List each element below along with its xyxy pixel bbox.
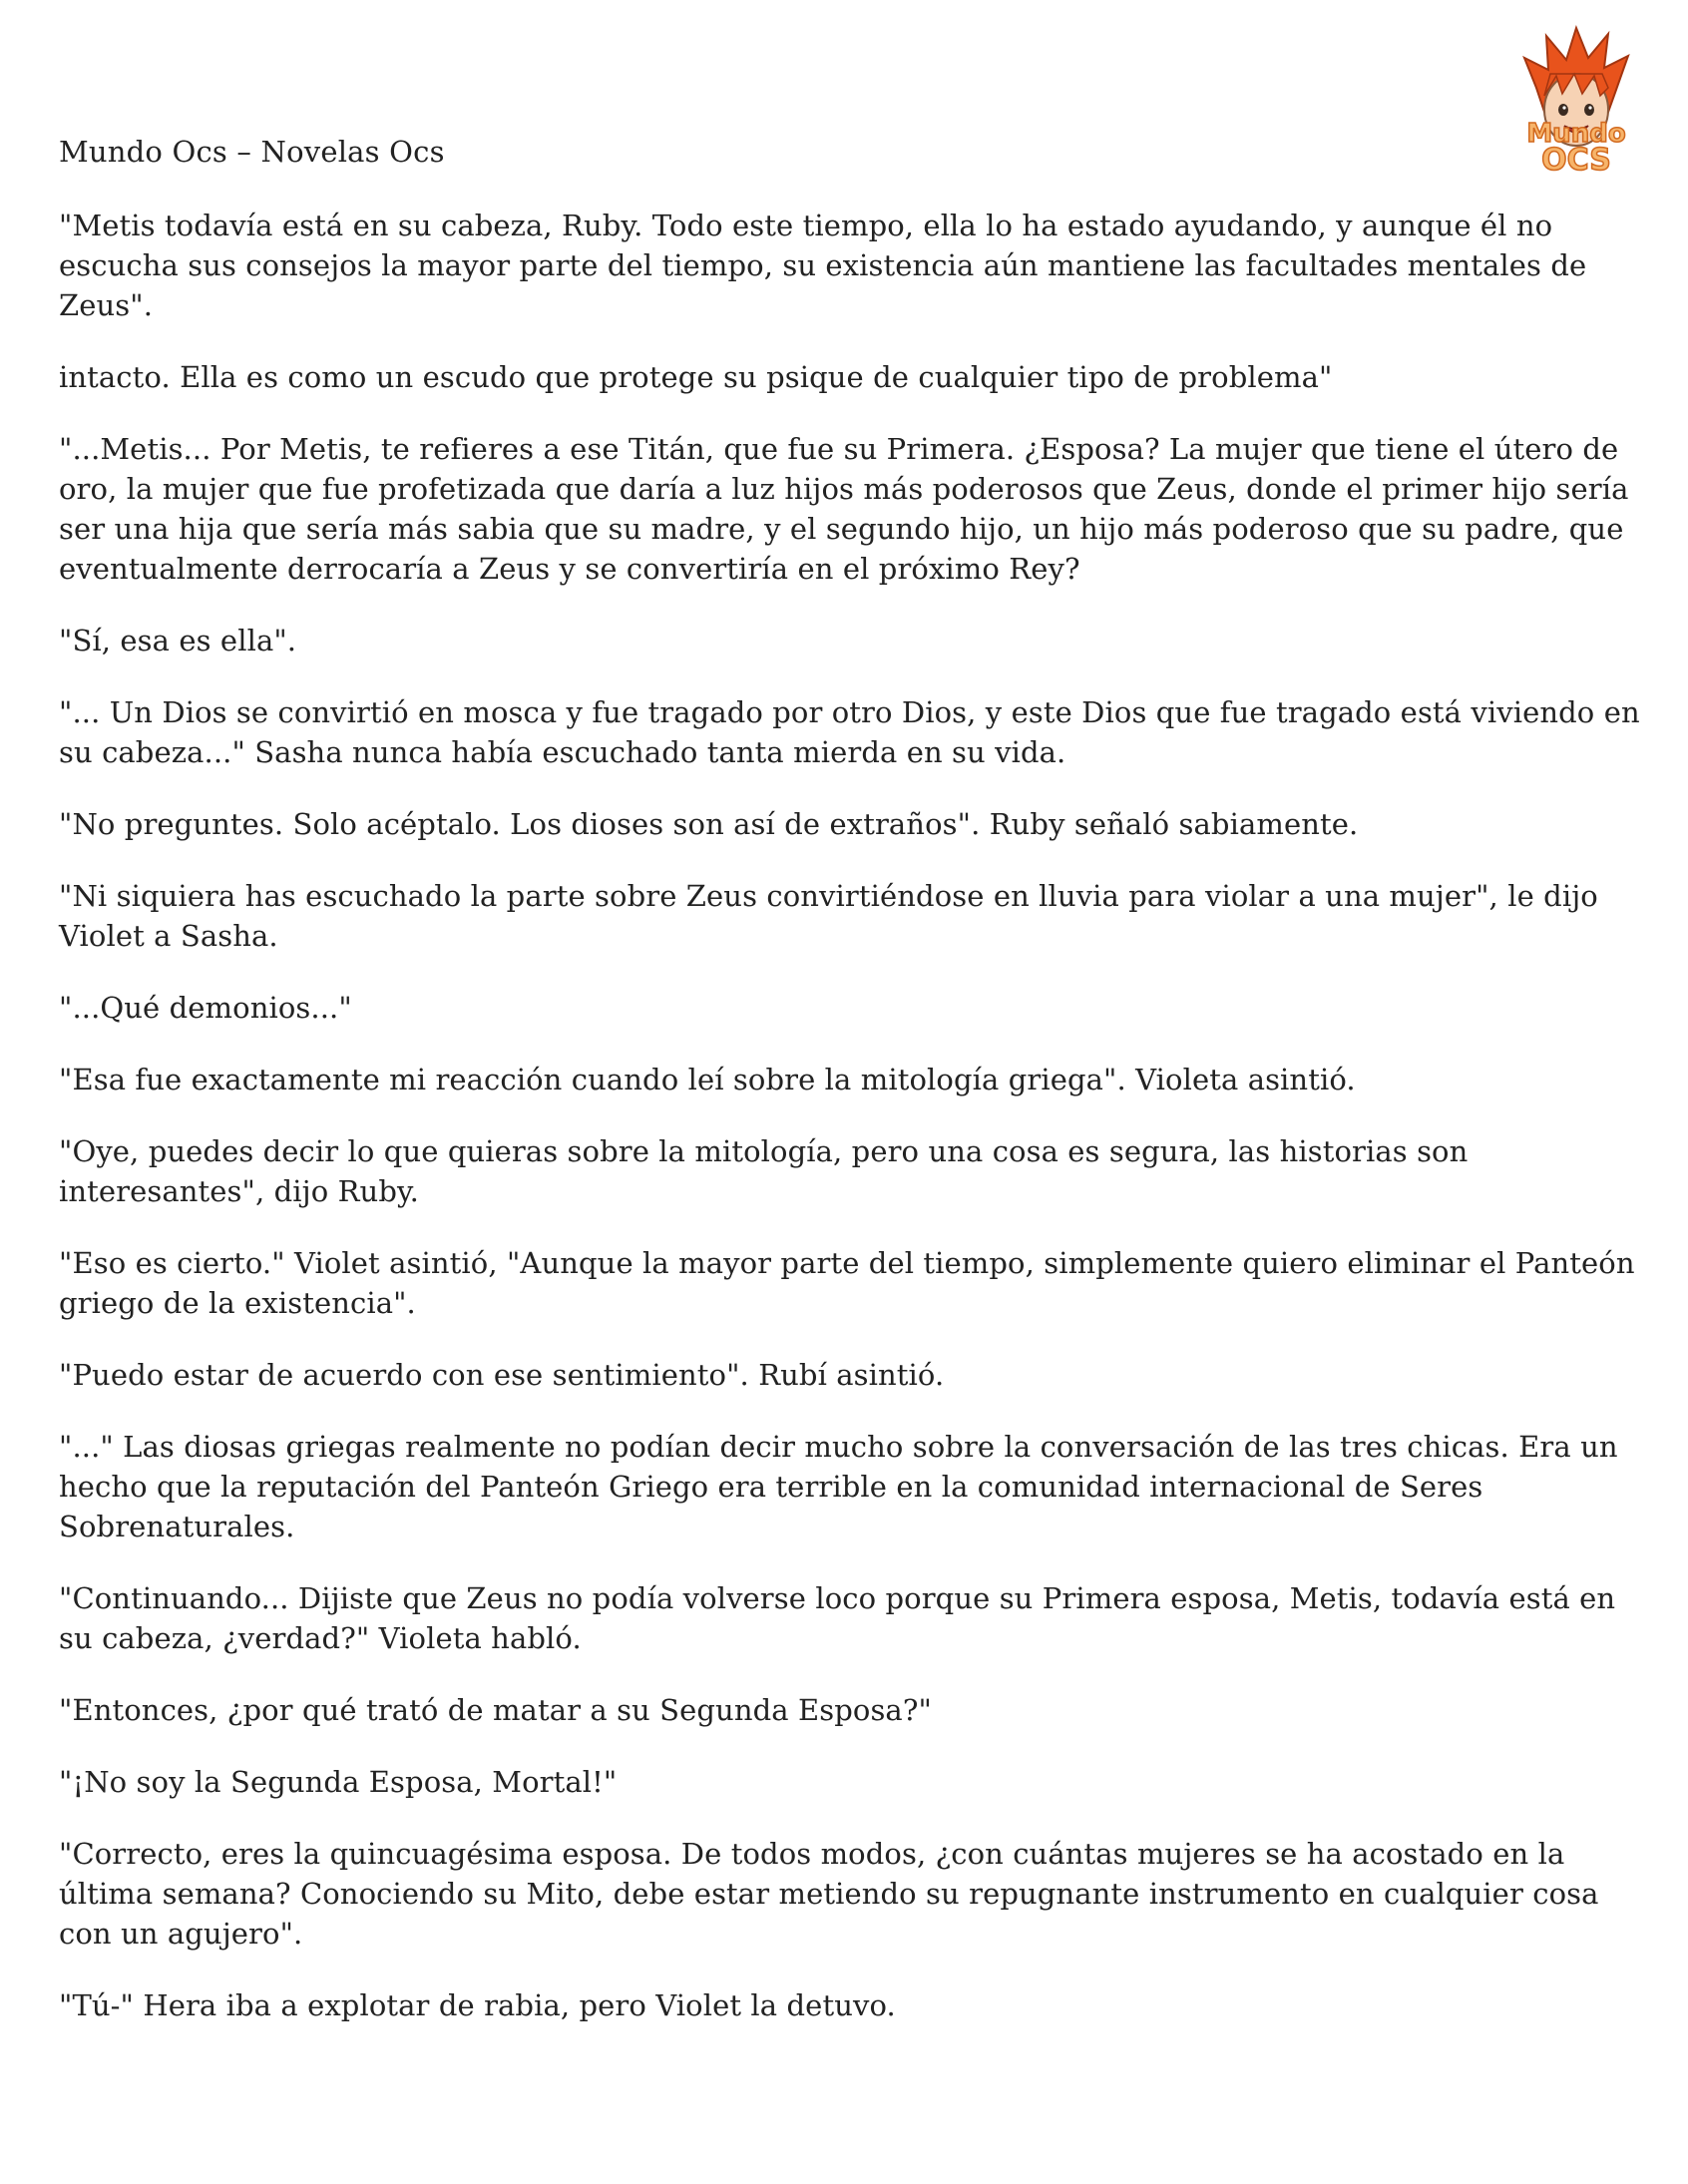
paragraph: "Oye, puedes decir lo que quieras sobre la mitología, pero una cosa es segura, las historias son interesantes", dijo Ruby.	[59, 1134, 1469, 1208]
paragraph: "Tú-" Hera iba a explotar de rabia, pero Violet la detuvo.	[59, 1988, 896, 2022]
paragraph: "Entonces, ¿por qué trató de matar a su Segunda Esposa?"	[59, 1693, 932, 1727]
paragraph: "Eso es cierto." Violet asintió, "Aunque la mayor parte del tiempo, simplemente quiero eliminar el Panteón griego de la existencia".	[59, 1246, 1635, 1320]
page-header: Mundo Ocs – Novelas Ocs	[59, 135, 445, 169]
paragraph: intacto. Ella es como un escudo que protege su psique de cualquier tipo de problema"	[59, 360, 1333, 394]
paragraph: "...Qué demonios..."	[59, 991, 352, 1025]
logo-text-line2: OCS	[1541, 143, 1611, 178]
paragraph: "Correcto, eres la quincuagésima esposa. De todos modos, ¿con cuántas mujeres se ha acostado en la última semana? Conociendo su Mito, debe estar metiendo su repugnante instrumento en cualquier cosa con un agujero".	[59, 1837, 1599, 1951]
paragraph: "...Metis... Por Metis, te refieres a ese Titán, que fue su Primera. ¿Esposa? La mujer que tiene el útero de oro, la mujer que fue profetizada que daría a luz hijos más poderosos que Zeus, donde el primer hijo sería ser una hija que sería más sabia que su madre, y el segundo hijo, un hijo más poderoso que su padre, que eventualmente derrocaría a Zeus y se convertiría en el próximo Rey?	[59, 432, 1629, 586]
paragraph: "Sí, esa es ella".	[59, 624, 297, 657]
anime-character-logo-icon	[1496, 18, 1656, 178]
mundo-ocs-logo	[1496, 18, 1656, 178]
document-body	[59, 206, 1640, 2057]
paragraph: "Puedo estar de acuerdo con ese sentimiento". Rubí asintió.	[59, 1358, 945, 1392]
paragraph: "¡No soy la Segunda Esposa, Mortal!"	[59, 1765, 618, 1799]
paragraph: "Continuando... Dijiste que Zeus no podía volverse loco porque su Primera esposa, Metis, todavía está en su cabeza, ¿verdad?" Violeta habló.	[59, 1581, 1616, 1655]
paragraph: "..." Las diosas griegas realmente no podían decir mucho sobre la conversación de las tres chicas. Era un hecho que la reputación del Panteón Griego era terrible en la comunidad internacional de Seres Sobrenaturales.	[59, 1430, 1618, 1543]
logo-text-line1: Mundo	[1526, 119, 1626, 149]
paragraph: "Metis todavía está en su cabeza, Ruby. Todo este tiempo, ella lo ha estado ayudando, y aunque él no escucha sus consejos la mayor parte del tiempo, su existencia aún mantiene las facultades mentales de Zeus".	[59, 209, 1587, 322]
paragraph: "Ni siquiera has escuchado la parte sobre Zeus convirtiéndose en lluvia para violar a una mujer", le dijo Violet a Sasha.	[59, 879, 1598, 953]
paragraph: "Esa fue exactamente mi reacción cuando leí sobre la mitología griega". Violeta asintió.	[59, 1063, 1356, 1096]
paragraph: "... Un Dios se convirtió en mosca y fue tragado por otro Dios, y este Dios que fue tragado está viviendo en su cabeza..." Sasha nunca había escuchado tanta mierda en su vida.	[59, 695, 1640, 769]
paragraph: "No preguntes. Solo acéptalo. Los dioses son así de extraños". Ruby señaló sabiamente.	[59, 807, 1359, 841]
